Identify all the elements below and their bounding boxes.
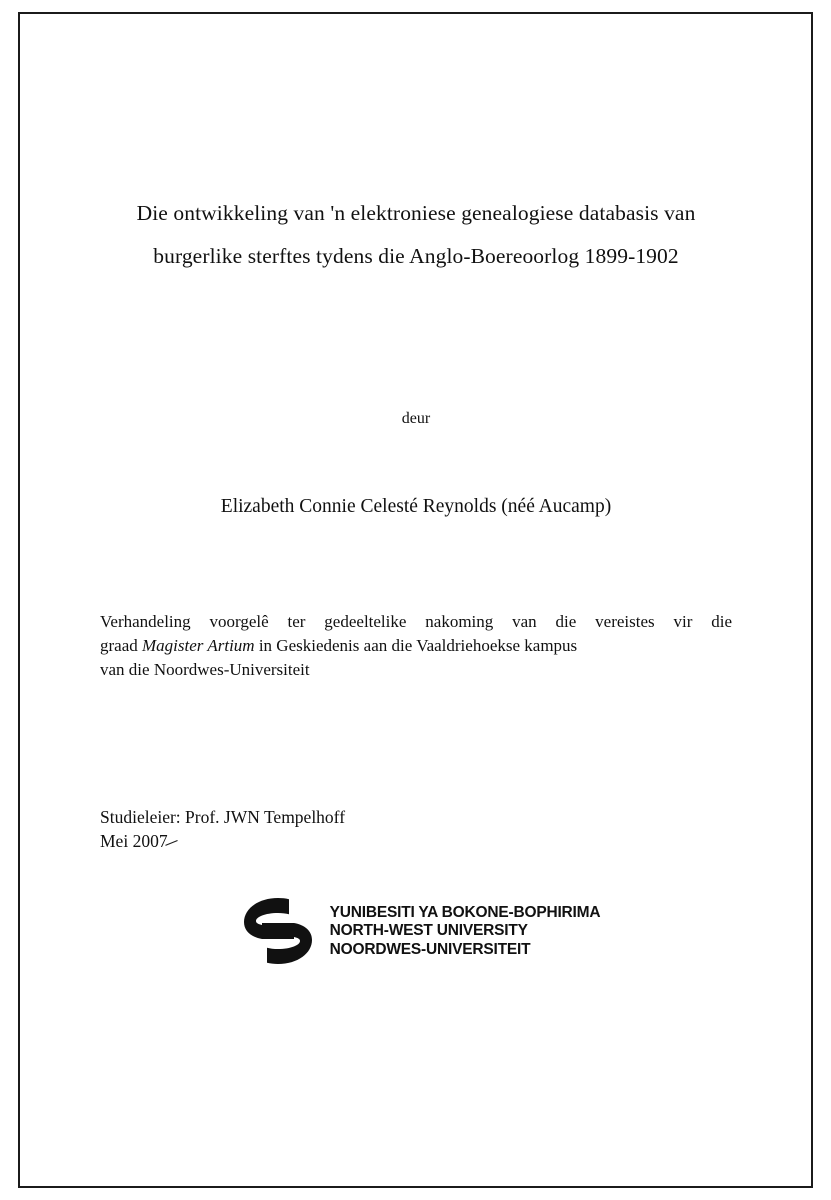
submission-date <box>100 830 732 854</box>
degree-statement <box>100 610 732 682</box>
university-logo <box>100 894 732 968</box>
logo-line-1: YUNIBESITI YA BOKONE-BOPHIRIMA <box>329 904 601 922</box>
page-title <box>100 192 732 278</box>
degree-statement-line-3: van die Noordwes-Universiteit <box>100 660 310 680</box>
degree-statement-line-2 <box>100 634 732 658</box>
north-west-university-logo-icon <box>232 894 324 968</box>
degree-statement-line-2-post: in Geskiedenis aan die Vaaldriehoekse kampus <box>254 636 578 656</box>
logo-line-2: NORTH-WEST UNIVERSITY <box>329 922 528 940</box>
title-page-content <box>100 60 732 1140</box>
supervisor-name: Studieleier: Prof. JWN Tempelhoff <box>100 807 346 828</box>
author-name: Elizabeth Connie Celesté Reynolds (néé Aucamp) <box>220 496 612 517</box>
degree-statement-line-2-pre: graad <box>100 636 143 656</box>
logo-line-3: NOORDWES-UNIVERSITEIT <box>329 940 531 958</box>
supervisor-block <box>100 806 732 853</box>
university-logo-text <box>330 902 601 959</box>
author-byline-label: deur <box>401 410 431 427</box>
submission-date-text: Mei 2007 <box>100 831 168 851</box>
title-line-1: Die ontwikkeling van 'n elektroniese genealogiese databasis van <box>136 201 696 225</box>
title-line-2: burgerlike sterftes tydens die Anglo-Boereoorlog 1899-1902 <box>153 244 679 268</box>
degree-statement-line-1: Verhandeling voorgelê ter gedeeltelike nakoming van die vereistes vir die <box>100 612 732 631</box>
degree-name: Magister Artium <box>142 636 255 656</box>
